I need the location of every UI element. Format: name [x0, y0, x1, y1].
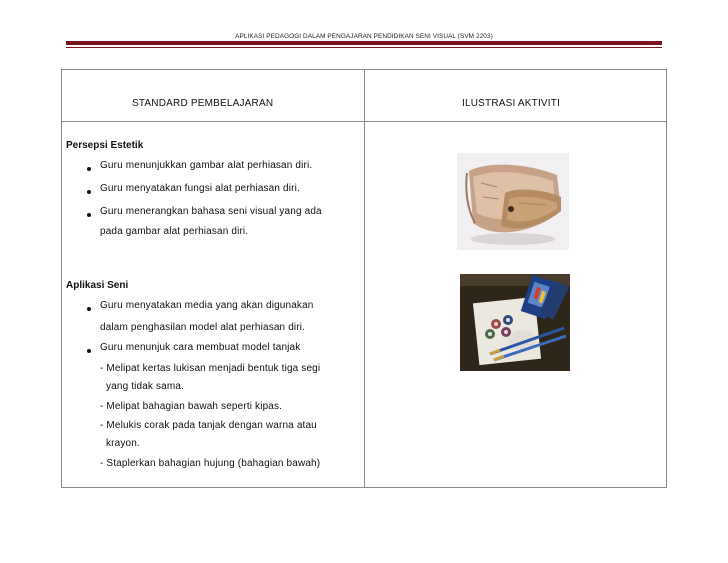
list-item: Guru menunjuk cara membuat model tanjak: [100, 342, 301, 353]
bullet-icon: [87, 349, 91, 353]
header-row-divider: [62, 121, 666, 122]
page-header-title: APLIKASI PEDAGOGI DALAM PENGAJARAN PENDIDIKAN SENI VISUAL (SVM 2203): [235, 33, 493, 40]
list-item: Guru menyatakan fungsi alat perhiasan diri.: [100, 183, 300, 194]
step-item: - Melukis corak pada tanjak dengan warna atau: [100, 420, 317, 431]
bullet-icon: [87, 307, 91, 311]
bullet-icon: [87, 213, 91, 217]
step-item: - Melipat bahagian bawah seperti kipas.: [100, 401, 283, 412]
column-header-illustration: ILUSTRASI AKTIVITI: [462, 98, 561, 109]
bullet-icon: [87, 190, 91, 194]
activity-table: [61, 69, 667, 488]
step-item-continuation: yang tidak sama.: [106, 381, 184, 392]
art-materials-photo: [460, 274, 570, 371]
step-item: - Staplerkan bahagian hujung (bahagian bawah): [100, 458, 321, 469]
list-item: Guru menerangkan bahasa seni visual yang ada: [100, 206, 322, 217]
header-rule-thin: [66, 47, 662, 48]
list-item-continuation: dalam penghasilan model alat perhiasan diri.: [100, 322, 306, 333]
bullet-icon: [87, 167, 91, 171]
step-item-continuation: krayon.: [106, 438, 140, 449]
tanjak-headdress-photo: [457, 153, 569, 250]
section-heading-aplikasi: Aplikasi Seni: [66, 280, 129, 291]
list-item-continuation: pada gambar alat perhiasan diri.: [100, 226, 249, 237]
column-divider: [364, 70, 365, 487]
list-item: Guru menunjukkan gambar alat perhiasan diri.: [100, 160, 313, 171]
header-rule-thick: [66, 41, 662, 45]
column-header-standard: STANDARD PEMBELAJARAN: [132, 98, 274, 109]
step-item: - Melipat kertas lukisan menjadi bentuk tiga segi: [100, 363, 321, 374]
list-item: Guru menyatakan media yang akan digunakan: [100, 300, 314, 311]
section-heading-persepsi: Persepsi Estetik: [66, 140, 144, 151]
